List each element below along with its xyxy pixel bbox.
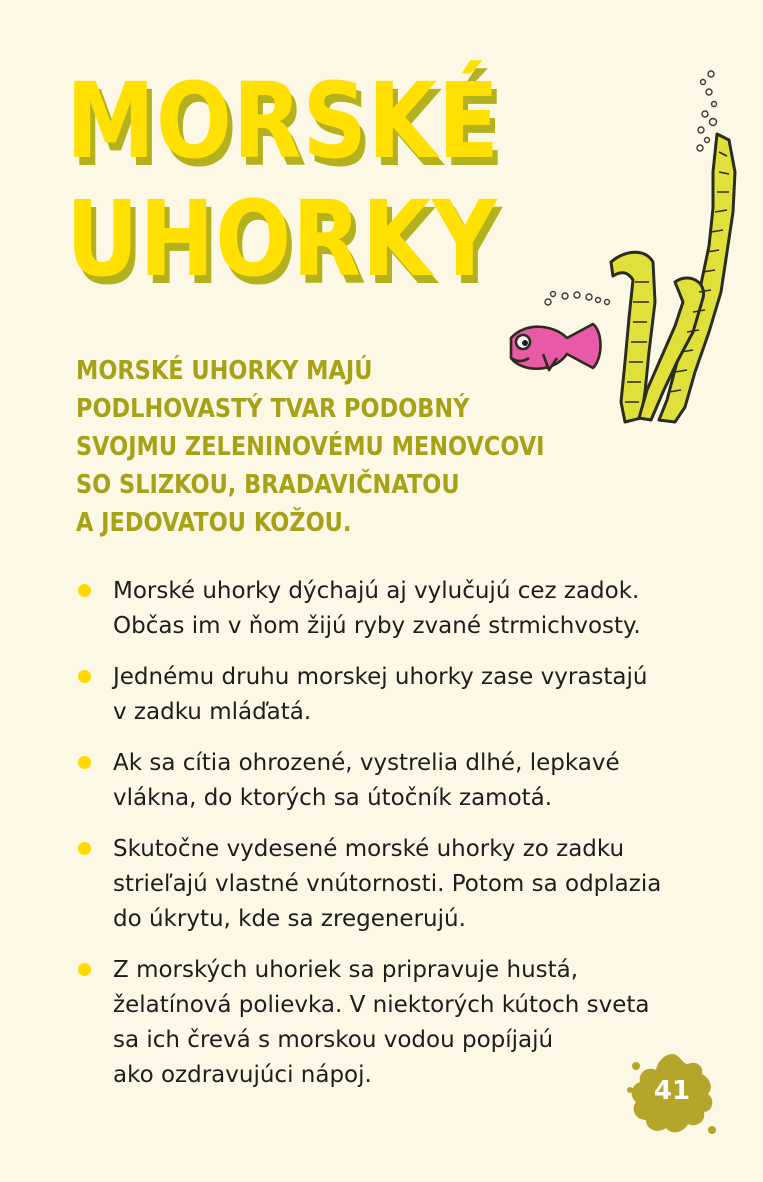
fact-line: Občas im v ňom žijú ryby zvané strmichvosty. [113,613,641,639]
intro-text [76,352,545,542]
bullet-icon [78,756,91,769]
page-number-badge [624,1046,720,1142]
fact-line: vlákna, do ktorých sa útočník zamotá. [113,785,553,811]
fact-line: Z morských uhoriek sa pripravuje hustá, [113,957,579,983]
fact-list [76,574,696,1109]
sea-cucumber-icon [611,134,735,422]
sea-cucumber-illustration [495,62,757,432]
fact-line: Skutočne vydesené morské uhorky zo zadku [113,836,625,862]
intro-line: SVOJMU ZELENINOVÉMU MENOVCOVI [76,432,545,462]
bullet-icon [78,584,91,597]
fact-line: v zadku mláďatá. [113,699,312,725]
page-number: 41 [653,1076,691,1106]
title-line-2: UHORKY [66,178,498,300]
fact-line: Jednému druhu morskej uhorky zase vyrastajú [113,664,648,690]
fact-line: Morské uhorky dýchajú aj vylučujú cez zadok. [113,578,640,604]
intro-line: A JEDOVATOU KOŽOU. [76,508,352,538]
list-item [76,953,696,1093]
fact-line: sa ich črevá s morskou vodou popíjajú [113,1027,554,1053]
fact-line: strieľajú vlastné vnútornosti. Potom sa odplazia [113,871,662,897]
intro-line: PODLHOVASTÝ TVAR PODOBNÝ [76,394,470,424]
list-item [76,574,696,644]
list-item [76,660,696,730]
list-item [76,746,696,816]
fact-line: do úkrytu, kde sa zregenerujú. [113,906,466,932]
fact-line: Ak sa cítia ohrozené, vystrelia dlhé, lepkavé [113,750,620,776]
fact-line: želatínová polievka. V niektorých kútoch sveta [113,992,650,1018]
intro-line: SO SLIZKOU, BRADAVIČNATOU [76,470,460,500]
bullet-icon [78,842,91,855]
list-item [76,832,696,937]
intro-line: MORSKÉ UHORKY MAJÚ [76,356,373,386]
bullet-icon [78,670,91,683]
bullet-icon [78,963,91,976]
title-line-1: MORSKÉ [66,60,500,182]
page-title [66,60,500,300]
fact-line: ako ozdravujúci nápoj. [113,1062,372,1088]
